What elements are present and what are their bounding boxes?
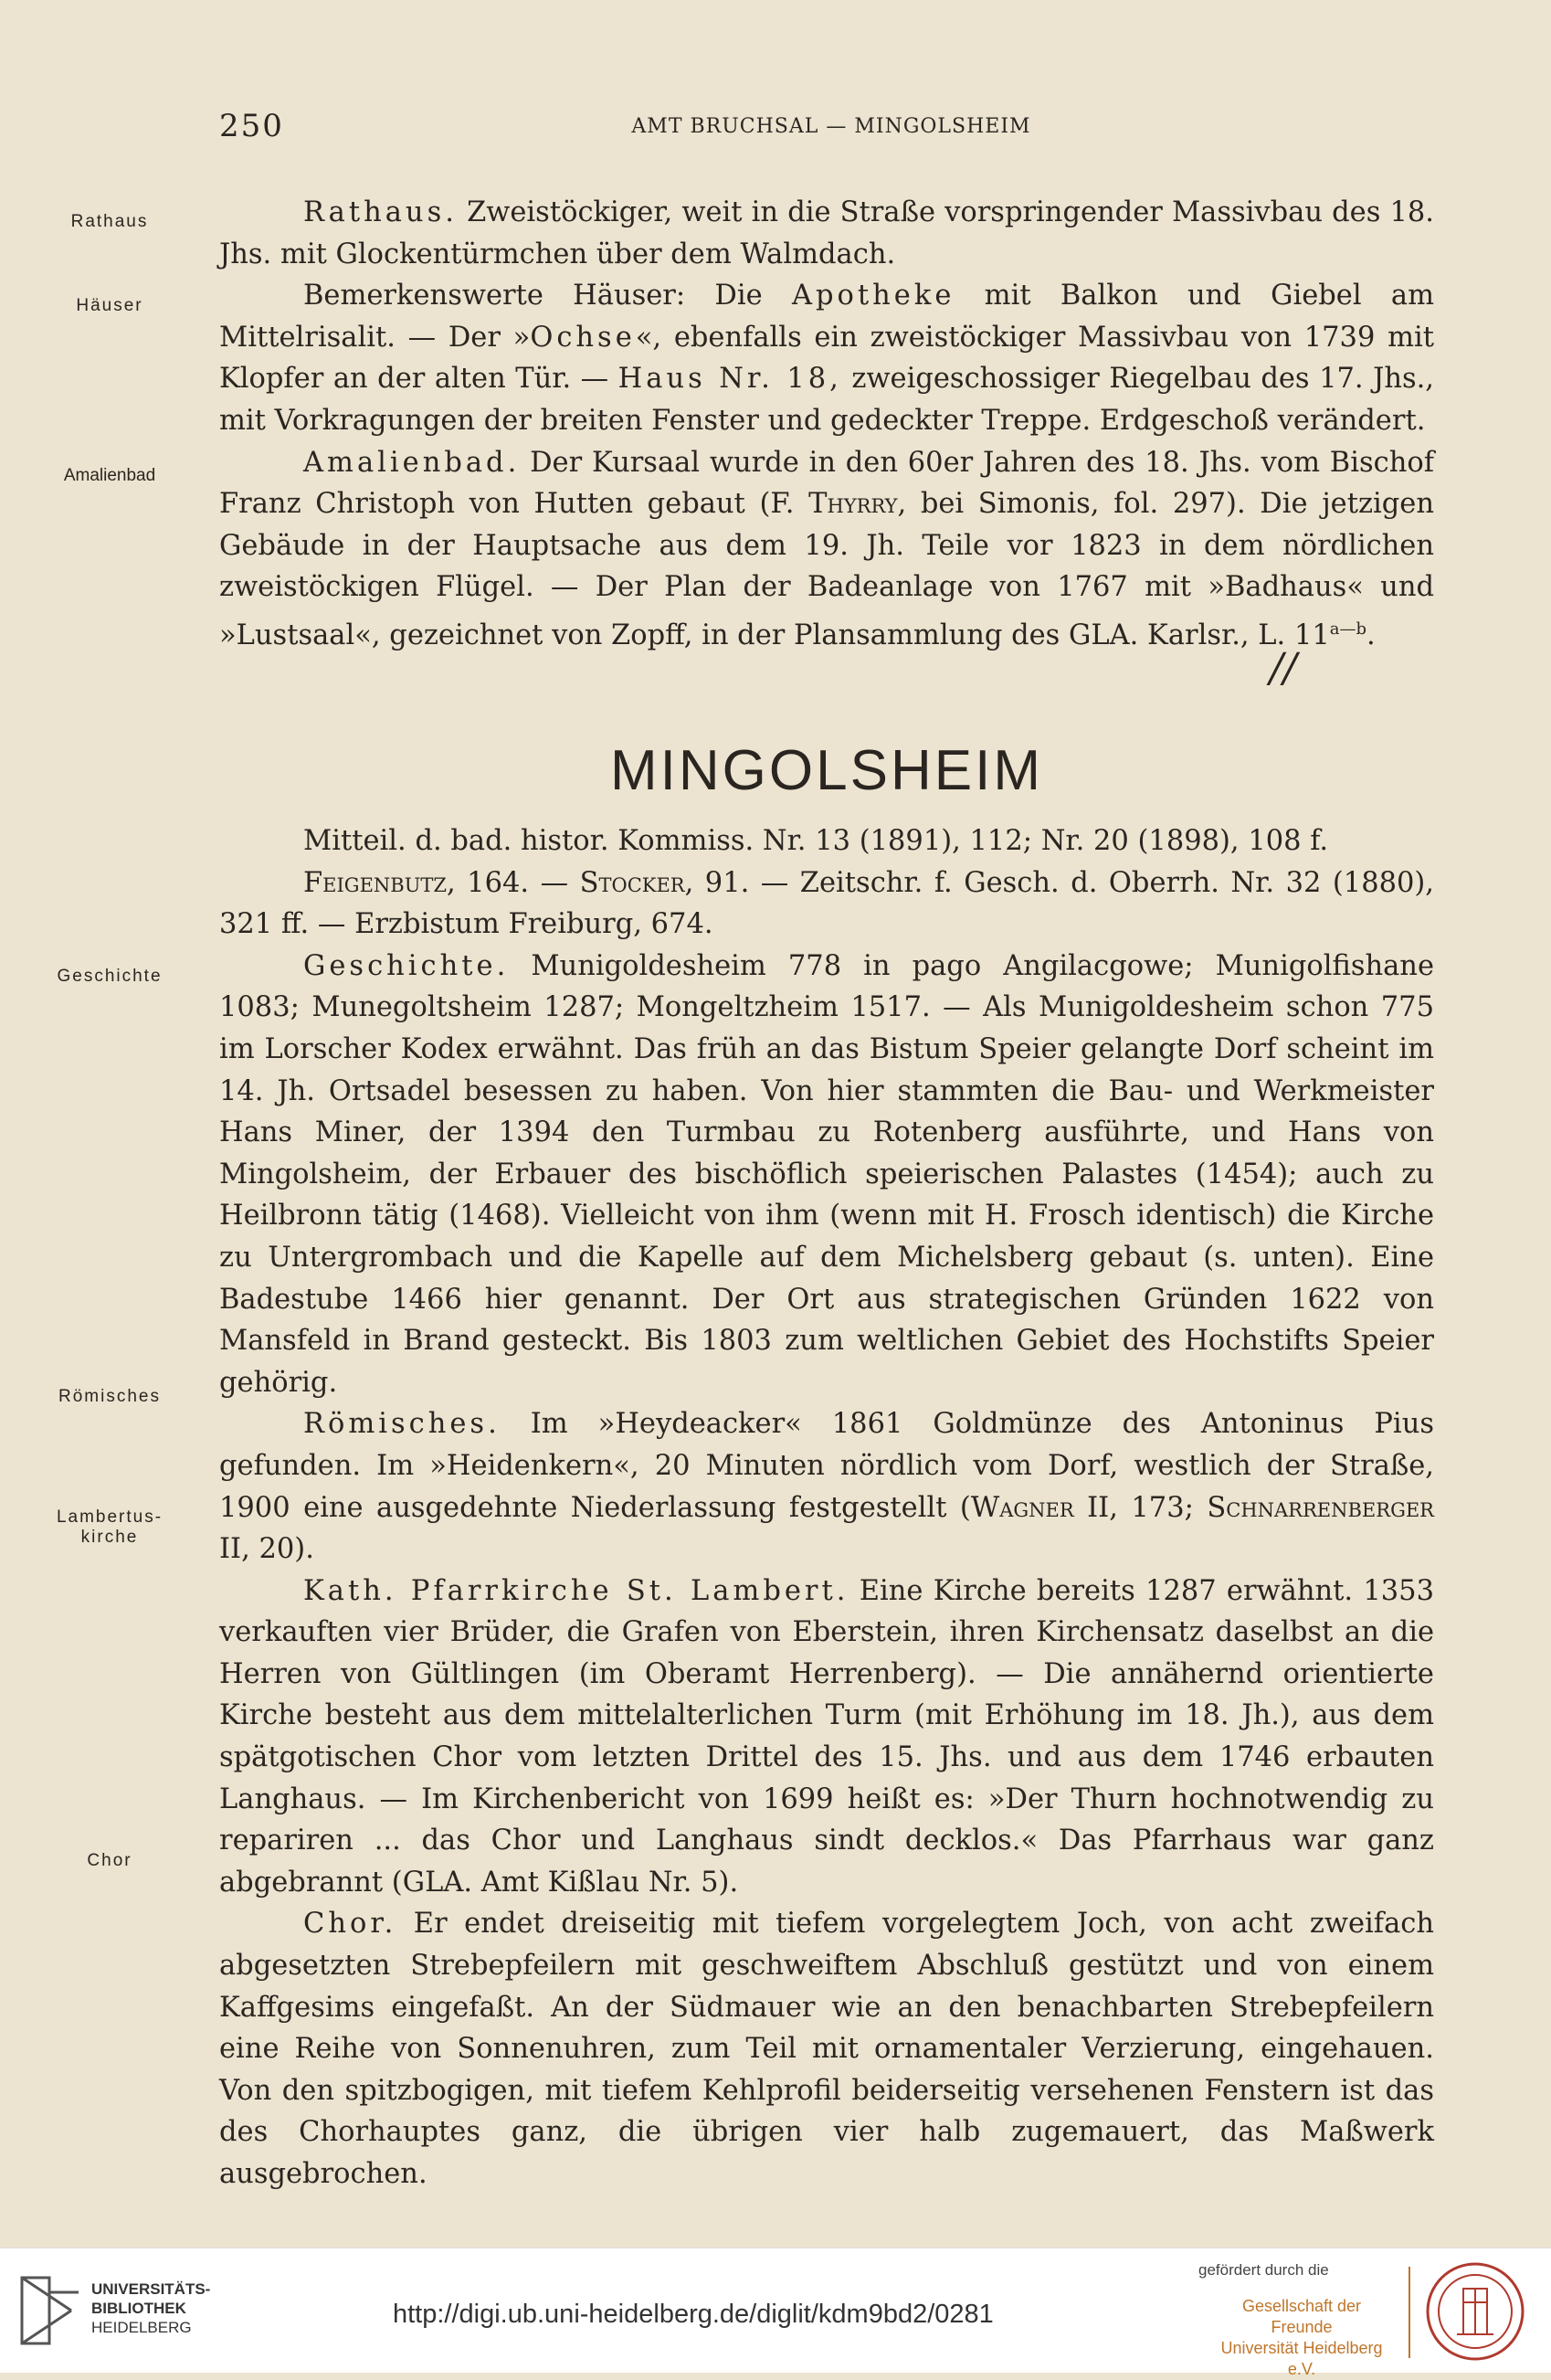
sponsor-label: gefördert durch die <box>1198 2261 1329 2279</box>
lead-roemisches: Römisches. <box>303 1408 501 1441</box>
margin-note-lambertus-line2: kirche <box>80 1528 139 1547</box>
section-title: MINGOLSHEIM <box>610 739 1043 802</box>
section-end-mark: // <box>1270 645 1297 692</box>
literature-line2: Feigenbutz, 164. — Stocker, 91. — Zeitschr. f. Gesch. d. Oberrh. Nr. 32 (1880), 321 ff. — Erzbistum Freiburg, 674. <box>219 866 1434 941</box>
paragraph-chor: Chor. Er endet dreiseitig mit tiefem vorgelegtem Joch, von acht zweifach abgesetzten Strebepfeilern mit geschweiftem Abschluß gestützt und von einem Kaffgesims eingefaßt. An der Südmauer wie an den benachbarten Strebepfeilern eine Reihe von Sonnenuhren, zum Teil mit ornamentaler Verzierung, eingehauen. Von den spitzbogigen, mit tiefem Kehlprofil beiderseitig versehenen Fenstern ist das des Chorhauptes ganz, die übrigen vier halb zugemauert, das Maßwerk ausgebrochen. <box>219 1908 1434 2190</box>
author-stocker: Stocker <box>579 866 685 899</box>
library-name: UNIVERSITÄTS- BIBLIOTHEK HEIDELBERG <box>91 2280 211 2336</box>
author-feigenbutz: Feigenbutz <box>303 866 447 899</box>
sponsor-name: Gesellschaft der Freunde Universität Heidelberg e.V. <box>1220 2297 1383 2378</box>
superscript-ab: a—b <box>1329 619 1367 639</box>
paragraph-pfarrkirche: Kath. Pfarrkirche St. Lambert. Eine Kirche bereits 1287 erwähnt. 1353 verkauften vier Brüder, die Grafen von Eberstein, ihren Kirchensatz daselbst an die Herren von Gültlingen (im Oberamt Herrenberg). — Die annähernd orientierte Kirche besteht aus dem mittelalterlichen Turm (mit Erhöhung im 18. Jh.), aus dem spätgotischen Chor vom letzten Drittel des 15. Jhs. und aus dem 1746 erbauten Langhaus. — Im Kirchenbericht von 1699 heißt es: »Der Thurn hochnotwendig zu repariren ... das Chor und Langhaus sindt decklos.« Das Pfarrhaus war ganz abgebrannt (GLA. Amt Kißlau Nr. 5). <box>219 1574 1434 1899</box>
margin-note-geschichte: Geschichte <box>57 967 163 986</box>
lower-text-block <box>219 820 1434 2195</box>
lead-geschichte: Geschichte. <box>303 949 510 982</box>
university-seal-icon <box>1425 2261 1525 2362</box>
author-wagner: Wagner <box>970 1491 1074 1524</box>
margin-note-lambertuskirche <box>27 1507 192 1548</box>
upper-text-block <box>219 192 1434 657</box>
running-title: AMT BRUCHSAL — MINGOLSHEIM <box>631 115 1031 138</box>
footer-bar <box>0 2248 1551 2378</box>
paragraph-geschichte: Geschichte. Munigoldesheim 778 in pago Angilacgowe; Munigolfishane 1083; Munegoltsheim 1287; Mongeltzheim 1517. — Als Munigoldesheim schon 775 im Lorscher Kodex erwähnt. Das früh an das Bistum Speier gelangte Dorf scheint im 14. Jh. Ortsadel besessen zu haben. Von hier stammten die Bau- und Werkmeister Hans Miner, der 1394 den Turmbau zu Rotenberg ausführte, und Hans von Mingolsheim, der Erbauer des bischöflich speierischen Palastes (1454); auch zu Heilbronn tätig (1468). Vielleicht von ihm (wenn mit H. Frosch identisch) die Kirche zu Untergrombach und die Kapelle auf dem Michelsberg gebaut (s. unten). Eine Badestube 1466 hier genannt. Der Ort aus strategischen Gründen 1622 von Mansfeld in Brand gesteckt. Bis 1803 zum weltlichen Gebiet des Hochstifts Speier gehörig. <box>219 949 1434 1399</box>
margin-note-lambertus-line1: Lambertus- <box>56 1507 164 1527</box>
ub-logo-icon <box>18 2274 82 2347</box>
permalink-link[interactable]: http://digi.ub.uni-heidelberg.de/diglit/kdm9bd2/0281 <box>393 2300 994 2329</box>
paragraph-amalienbad: Amalienbad. Der Kursaal wurde in den 60er Jahren des 18. Jhs. vom Bischof Franz Christoph von Hutten gebaut (F. Thyrry, bei Simonis, fol. 297). Die jetzigen Gebäude in der Hauptsache aus dem 19. Jh. Teile vor 1823 in dem nördlichen zweistöckigen Flügel. — Der Plan der Badeanlage von 1767 mit »Badhaus« und »Lustsaal«, gezeichnet von Zopff, in der Plansammlung des GLA. Karlsr., L. $11^{a—b}$. <box>219 446 1434 652</box>
lead-chor: Chor. <box>303 1908 397 1941</box>
literature-line1: Mitteil. d. bad. histor. Kommiss. Nr. 13 (1891), 112; Nr. 20 (1898), 108 f. <box>303 825 1329 857</box>
paragraph-haeuser: Bemerkenswerte Häuser: Die Apotheke mit Balkon und Giebel am Mittelrisalit. — Der »Ochse«, ebenfalls ein zweistöckiger Massivbau von 1739 mit Klopfer an der alten Tür. — Haus Nr. 18, zweigeschossiger Riegelbau des 17. Jhs., mit Vorkragungen der breiten Fenster und gedeckter Treppe. Erdgeschoß verändert. <box>219 280 1434 437</box>
paragraph-rathaus: Rathaus. Zweistöckiger, weit in die Straße vorspringender Massivbau des 18. Jhs. mit Glockentürmchen über dem Walmdach. <box>219 196 1434 270</box>
running-head <box>219 108 1443 153</box>
margin-note-chor: Chor <box>87 1851 132 1870</box>
term-ochse: Ochse <box>530 321 636 354</box>
term-apotheke: Apotheke <box>791 280 955 312</box>
footer-divider <box>1409 2267 1410 2358</box>
term-haus: Haus Nr. 18, <box>617 363 842 396</box>
margin-note-roemisches: Römisches <box>58 1387 161 1406</box>
margin-note-amalienbad: Amalienbad <box>63 466 156 485</box>
page-number: 250 <box>219 108 284 144</box>
paragraph-roemisches: Römisches. Im »Heydeacker« 1861 Goldmünze des Antoninus Pius gefunden. Im »Heidenkern«, 20 Minuten nördlich vom Dorf, westlich der Straße, 1900 eine ausgedehnte Niederlassung festgestellt (Wagner II, 173; Schnarrenberger II, 20). <box>219 1408 1434 1566</box>
author-thyrry: Thyrry <box>808 488 898 521</box>
lead-pfarrkirche: Kath. Pfarrkirche St. Lambert. <box>303 1574 849 1607</box>
margin-note-rathaus: Rathaus <box>70 212 149 231</box>
lead-amalienbad: Amalienbad. <box>303 446 521 479</box>
lead-rathaus: Rathaus. <box>303 196 458 228</box>
author-schnarrenberger: Schnarrenberger <box>1207 1491 1434 1524</box>
margin-note-haeuser: Häuser <box>76 296 143 315</box>
